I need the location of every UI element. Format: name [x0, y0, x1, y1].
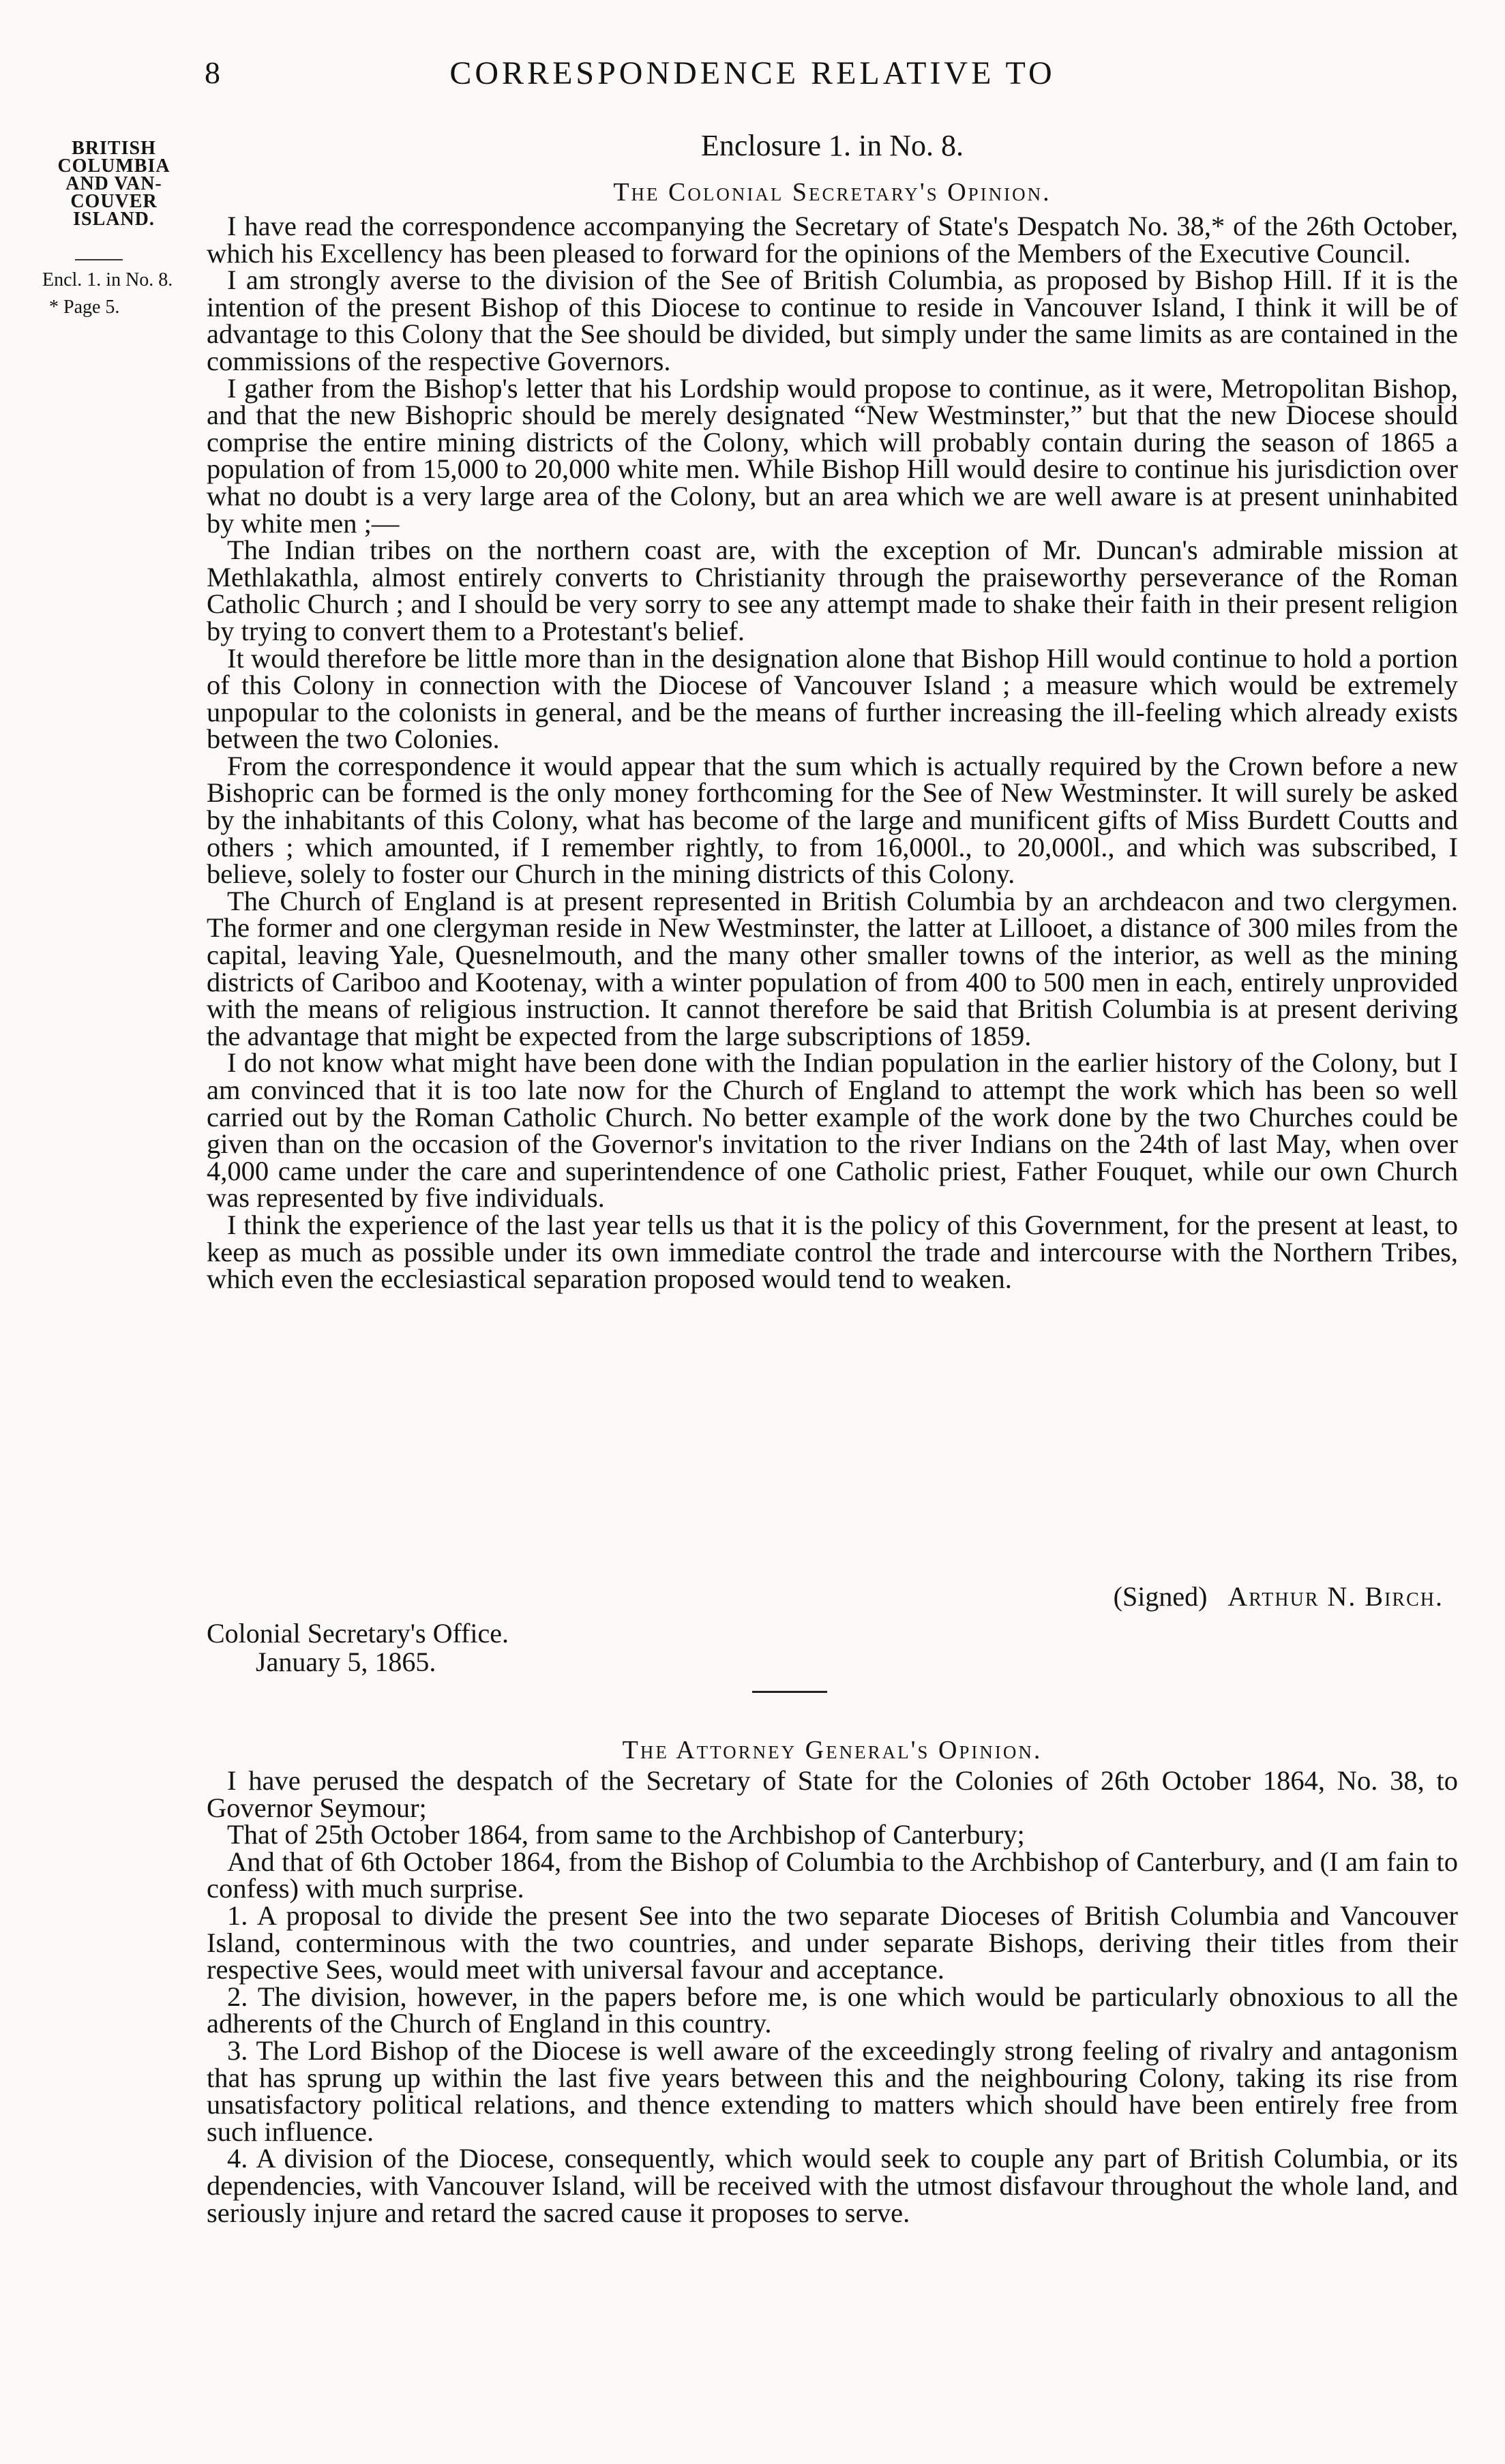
side-note-enclosure-ref: Encl. 1. in No. 8.	[42, 269, 173, 290]
section1-paragraph: The Indian tribes on the northern coast are, with the exception of Mr. Duncan's admirable mission at Methlakathla, almost entirely converts to Christianity through the praiseworthy perseverance of the Roman Catholic Church ; and I should be very sorry to see any attempt made to shake their faith in their present religion by trying to convert them to a Protestant's belief.	[207, 535, 1458, 646]
date-line: January 5, 1865.	[256, 1647, 436, 1677]
section2-paragraph: 2. The division, however, in the papers before me, is one which would be particularly obnoxious to all the adherents of the Church of England in this country.	[207, 1981, 1458, 2039]
section1-paragraph: From the correspondence it would appear that the sum which is actually required by the Crown before a new Bishopric can be formed is the only money forthcoming for the See of New Westminster. It will surely be asked by the inhabitants of this Colony, what has become of the large and munificent gifts of Miss Burdett Coutts and others ; which amounted, if I remember rightly, to from 16,000l., to 20,000l., and which was subscribed, I believe, solely to foster our Church in the mining districts of this Colony.	[207, 750, 1458, 890]
section1-paragraph: I think the experience of the last year tells us that it is the policy of this Government, for the present at least, to keep as much as possible under its own immediate control the trade and intercourse with the Northern Tribes, which even the ecclesiastical separation proposed would tend to weaken.	[207, 1209, 1458, 1295]
side-note-rule	[75, 259, 123, 260]
section1-paragraph: I gather from the Bishop's letter that his Lordship would propose to continue, as it were, Metropolitan Bishop, and that the new Bishopric should be merely designated “New Westminster,” but that the new Diocese should comprise the entire mining districts of the Colony, which will probably contain during the season of 1865 a population of from 15,000 to 20,000 white men. While Bishop Hill would desire to continue his jurisdiction over what no doubt is a very large area of the Colony, but an area which we are well aware is at present uninhabited by white men ;—	[207, 372, 1458, 539]
section1-paragraph: The Church of England is at present represented in British Columbia by an archdeacon and two clergymen. The former and one clergyman reside in New Westminster, the latter at Lillooet, a distance of 300 miles from the capital, leaving Yale, Quesnelmouth, and the many other smaller towns of the interior, as well as the mining districts of Cariboo and Kootenay, with a winter population of from 400 to 500 men in each, entirely unprovided with the means of religious instruction. It cannot therefore be said that British Columbia is at present deriving the advantage that might be expected from the large subscriptions of 1859.	[207, 885, 1458, 1051]
side-note-title: BRITISH COLUMBIA AND VAN-COUVER ISLAND.	[57, 138, 170, 230]
section2-paragraph: 3. The Lord Bishop of the Diocese is well aware of the exceedingly strong feeling of rivalry and antagonism that has sprung up within the last five years between this and the neighbouring Colony, taking its rise from unsatisfactory political relations, and thence extending to matters which should have been entirely free from such influence.	[207, 2034, 1458, 2147]
section2-body	[207, 1767, 1458, 2226]
section1-body	[207, 213, 1458, 1293]
section2-paragraph: And that of 6th October 1864, from the Bishop of Columbia to the Archbishop of Canterbury, and (I am fain to confess) with much surprise.	[207, 1846, 1458, 1904]
section1-title: The Colonial Secretary's Opinion.	[613, 178, 1052, 207]
section1-paragraph: It would therefore be little more than in the designation alone that Bishop Hill would continue to hold a portion of this Colony in connection with the Diocese of Vancouver Island ; a measure which would be extremely unpopular to the colonists in general, and be the means of further increasing the ill-feeling which already exists between the two Colonies.	[207, 642, 1458, 755]
signer-name: Arthur N. Birch.	[1227, 1581, 1444, 1612]
side-note-page-ref: * Page 5.	[49, 297, 120, 318]
section2-paragraph: That of 25th October 1864, from same to the Archbishop of Canterbury;	[227, 1819, 1025, 1850]
office-line: Colonial Secretary's Office.	[207, 1618, 509, 1649]
section2-paragraph: I have perused the despatch of the Secretary of State for the Colonies of 26th October 1864, No. 38, to Governor Seymour;	[207, 1765, 1458, 1823]
section1-paragraph: I am strongly averse to the division of the See of British Columbia, as proposed by Bishop Hill. If it is the intention of the present Bishop of this Diocese to continue to reside in Vancouver Island, I think it will be of advantage to this Colony that the See should be divided, but simply under the same limits as are contained in the commissions of the respective Governors.	[207, 265, 1458, 376]
section2-paragraph: 1. A proposal to divide the present See into the two separate Dioceses of British Columbia and Vancouver Island, conterminous with the two countries, and under separate Bishops, deriving their titles from their respective Sees, would meet with universal favour and acceptance.	[207, 1899, 1458, 1985]
section1-paragraph: I do not know what might have been done with the Indian population in the earlier history of the Colony, but I am convinced that it is too late now for the Church of England to attempt the work which has been so well carried out by the Roman Catholic Church. No better example of the work done by the two Churches could be given than on the occasion of the Governor's invitation to the river Indians on the 24th of last May, when over 4,000 came under the care and superintendence of one Catholic priest, Father Fouquet, while our own Church was represented by five individuals.	[207, 1047, 1458, 1214]
page-number: 8	[205, 55, 220, 90]
signature-line	[1114, 1580, 1444, 1612]
enclosure-heading: Enclosure 1. in No. 8.	[701, 129, 964, 162]
running-head: CORRESPONDENCE RELATIVE TO	[449, 55, 1056, 91]
section1-paragraph: I have read the correspondence accompanying the Secretary of State's Despatch No. 38,* of the 26th October, which his Excellency has been pleased to forward for the opinions of the Members of the Executive Council.	[207, 211, 1458, 269]
signed-label: (Signed)	[1113, 1581, 1208, 1612]
section-divider	[752, 1691, 827, 1693]
section2-title: The Attorney General's Opinion.	[622, 1736, 1043, 1764]
side-note-enclosure	[42, 271, 185, 316]
section2-paragraph: 4. A division of the Diocese, consequently, which would seek to couple any part of British Columbia, or its dependencies, with Vancouver Island, will be received with the utmost disfavour throughout the whole land, and seriously injure and retard the sacred cause it proposes to serve.	[207, 2143, 1458, 2228]
